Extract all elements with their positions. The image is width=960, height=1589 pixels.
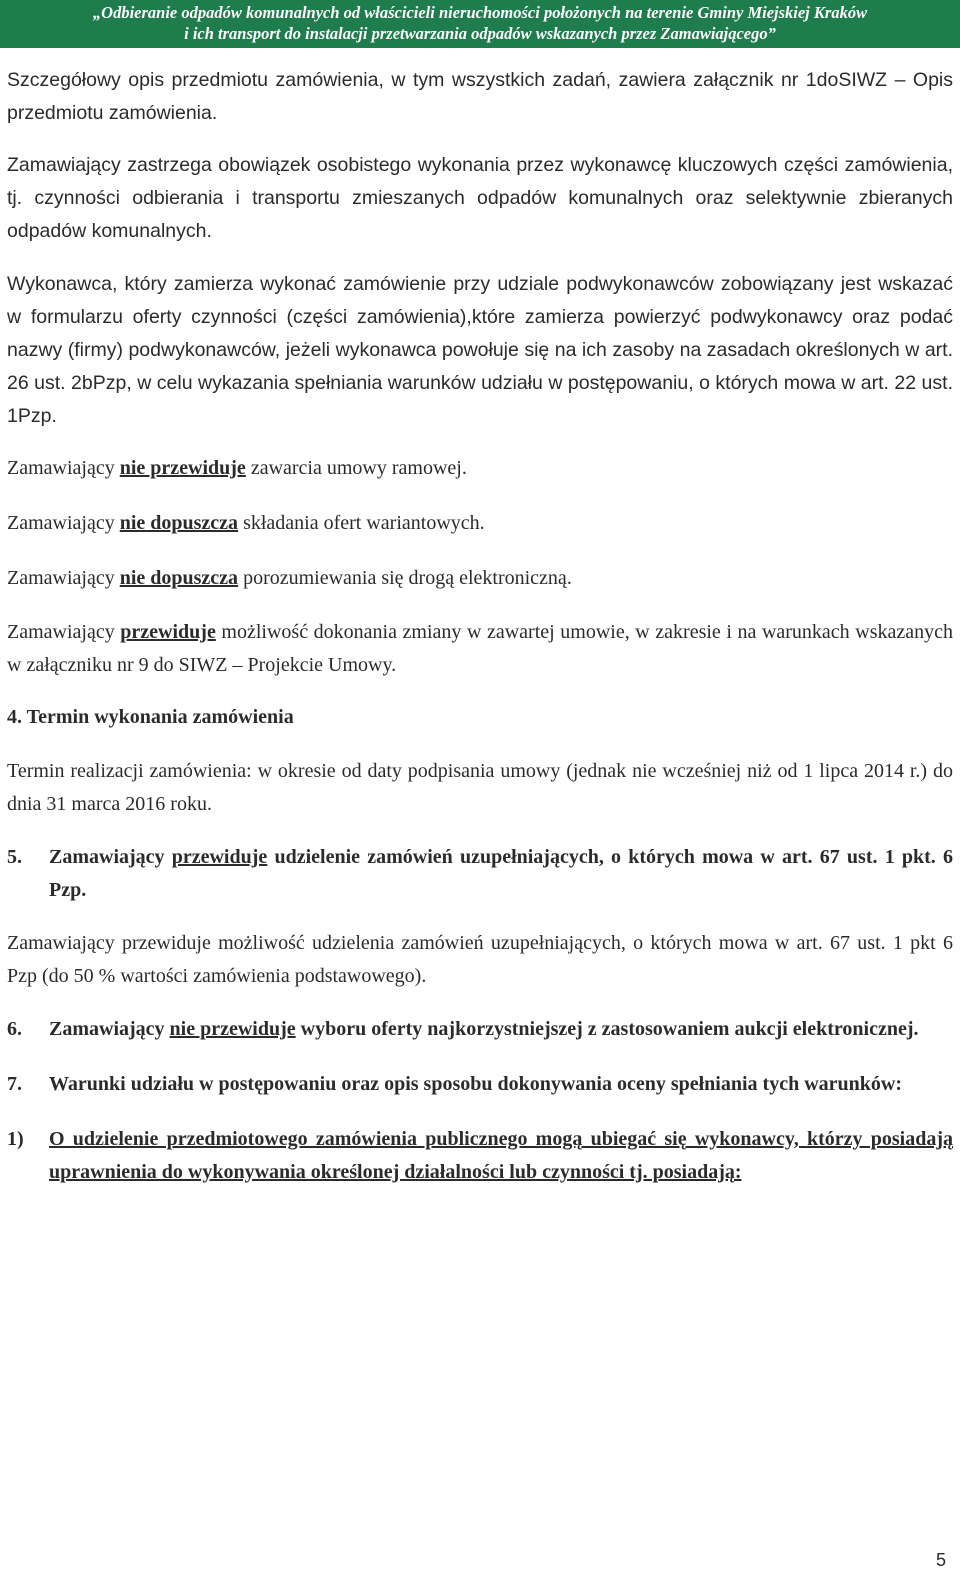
section-heading-5: 5. Zamawiający przewiduje udzielenie zamówień uzupełniających, o których mowa w art. 67 ust. 1 pkt. 6 Pzp. <box>7 846 953 901</box>
page-number: 5 <box>935 1550 946 1570</box>
emphasis-text: przewiduje <box>120 621 216 643</box>
paragraph-electronic-communication: Zamawiający nie dopuszcza porozumiewania się drogą elektroniczną. <box>7 567 572 589</box>
document-body <box>7 64 953 1189</box>
emphasis-text: nie przewiduje <box>119 457 246 479</box>
paragraph-subject-description: Szczegółowy opis przedmiotu zamówienia, w tym wszystkich zadań, zawiera załącznik nr 1doSIWZ – Opis przedmiotu zamówienia. <box>7 69 953 124</box>
paragraph-framework-agreement: Zamawiający nie przewiduje zawarcia umowy ramowej. <box>7 457 467 479</box>
paragraph-completion-date: Termin realizacji zamówienia: w okresie od daty podpisania umowy (jednak nie wcześniej niż od 1 lipca 2014 r.) do dnia 31 marca 2016 roku. <box>7 760 953 815</box>
paragraph-subcontractors: Wykonawca, który zamierza wykonać zamówienie przy udziale podwykonawców zobowiązany jest wskazać w formularzu oferty czynności (części zamówienia),które zamierza powierzyć podwykonawcy oraz podać nazwy (firmy) podwykonawców, jeżeli wykonawca powołuje się na ich zasoby na zasadach określonych w art. 26 ust. 2bPzp, w celu wykazania spełniania warunków udziału w postępowaniu, o których mowa w art. 22 ust. 1Pzp. <box>7 273 953 427</box>
document-header <box>0 0 960 48</box>
header-line-2: i ich transport do instalacji przetwarzania odpadów wskazanych przez Zamawiającego” <box>184 24 776 43</box>
emphasis-text: nie dopuszcza <box>119 512 239 534</box>
header-line-1: „Odbieranie odpadów komunalnych od właścicieli nieruchomości położonych na terenie Gminy Miejskiej Kraków <box>92 3 868 22</box>
paragraph-supplementary-orders: Zamawiający przewiduje możliwość udzielenia zamówień uzupełniających, o których mowa w art. 67 ust. 1 pkt 6 Pzp (do 50 % wartości zamówienia podstawowego). <box>7 932 953 987</box>
emphasis-text: nie przewiduje <box>169 1018 296 1040</box>
paragraph-contract-changes: Zamawiający przewiduje możliwość dokonania zmiany w zawartej umowie, w zakresie i na warunkach wskazanych w załączniku nr 9 do SIWZ – Projekcie Umowy. <box>7 621 953 676</box>
section-heading-7: 7. Warunki udziału w postępowaniu oraz opis sposobu dokonywania oceny spełniania tych warunków: <box>7 1073 902 1095</box>
section-heading-6: 6. Zamawiający nie przewiduje wyboru oferty najkorzystniejszej z zastosowaniem aukcji elektronicznej. <box>7 1018 919 1040</box>
list-item-1: 1) O udzielenie przedmiotowego zamówienia publicznego mogą ubiegać się wykonawcy, którzy posiadają uprawnienia do wykonywania określonej działalności lub czynności tj. posiadają: <box>7 1128 953 1183</box>
emphasis-text: nie dopuszcza <box>119 567 239 589</box>
paragraph-variant-offers: Zamawiający nie dopuszcza składania ofert wariantowych. <box>7 512 485 534</box>
section-heading-4: 4. Termin wykonania zamówienia <box>7 706 294 728</box>
emphasis-text: przewiduje <box>171 846 268 868</box>
paragraph-personal-performance: Zamawiający zastrzega obowiązek osobistego wykonania przez wykonawcę kluczowych części zamówienia, tj. czynności odbierania i transportu zmieszanych odpadów komunalnych oraz selektywnie zbieranych odpadów komunalnych. <box>7 154 953 242</box>
